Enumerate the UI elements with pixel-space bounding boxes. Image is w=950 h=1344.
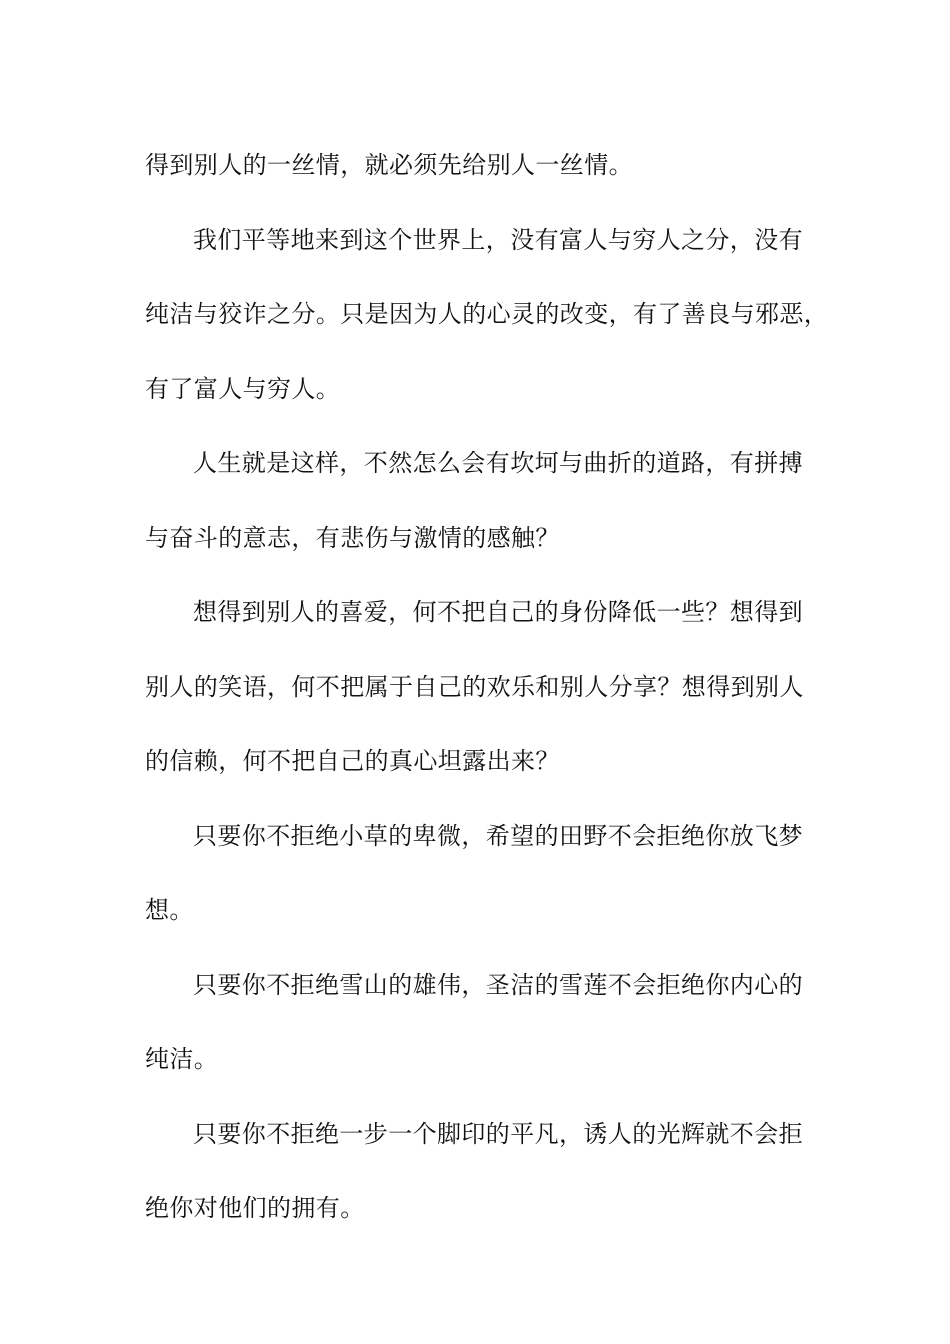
body-text [145,128,829,1246]
text-line: 与奋斗的意志，有悲伤与激情的感触？ [145,523,560,552]
paragraph-5 [145,799,825,948]
text-line: 纯洁。 [145,1045,219,1073]
paragraph-2 [145,203,829,427]
text-line: 只要你不拒绝小草的卑微，希望的田野不会拒绝你放飞梦 [193,821,803,850]
text-line: 绝你对他们的拥有。 [145,1194,365,1222]
paragraph-7 [145,1097,825,1246]
text-line: 我们平等地来到这个世界上，没有富人与穷人之分，没有 [193,225,803,254]
text-line: 只要你不拒绝一步一个脚印的平凡，诱人的光辉就不会拒 [193,1119,803,1148]
text-line: 想得到别人的喜爱，何不把自己的身份降低一些？想得到 [193,598,803,626]
paragraph-6 [145,948,825,1097]
paragraph-3 [145,426,825,575]
text-line: 有了富人与穷人。 [145,374,341,403]
text-line: 只要你不拒绝雪山的雄伟，圣洁的雪莲不会拒绝你内心的 [193,970,803,999]
text-line: 纯洁与狡诈之分。只是因为人的心灵的改变，有了善良与邪恶， [145,300,829,328]
text-line: 的信赖，何不把自己的真心坦露出来？ [145,747,560,775]
text-line: 别人的笑语，何不把属于自己的欢乐和别人分享？想得到别人 [145,672,804,701]
paragraph-1 [145,128,825,203]
text-line: 想。 [145,896,194,924]
text-line: 得到别人的一丝情，就必须先给别人一丝情。 [145,151,633,179]
paragraph-4 [145,575,825,799]
text-line: 人生就是这样，不然怎么会有坎坷与曲折的道路，有拼搏 [193,449,803,477]
